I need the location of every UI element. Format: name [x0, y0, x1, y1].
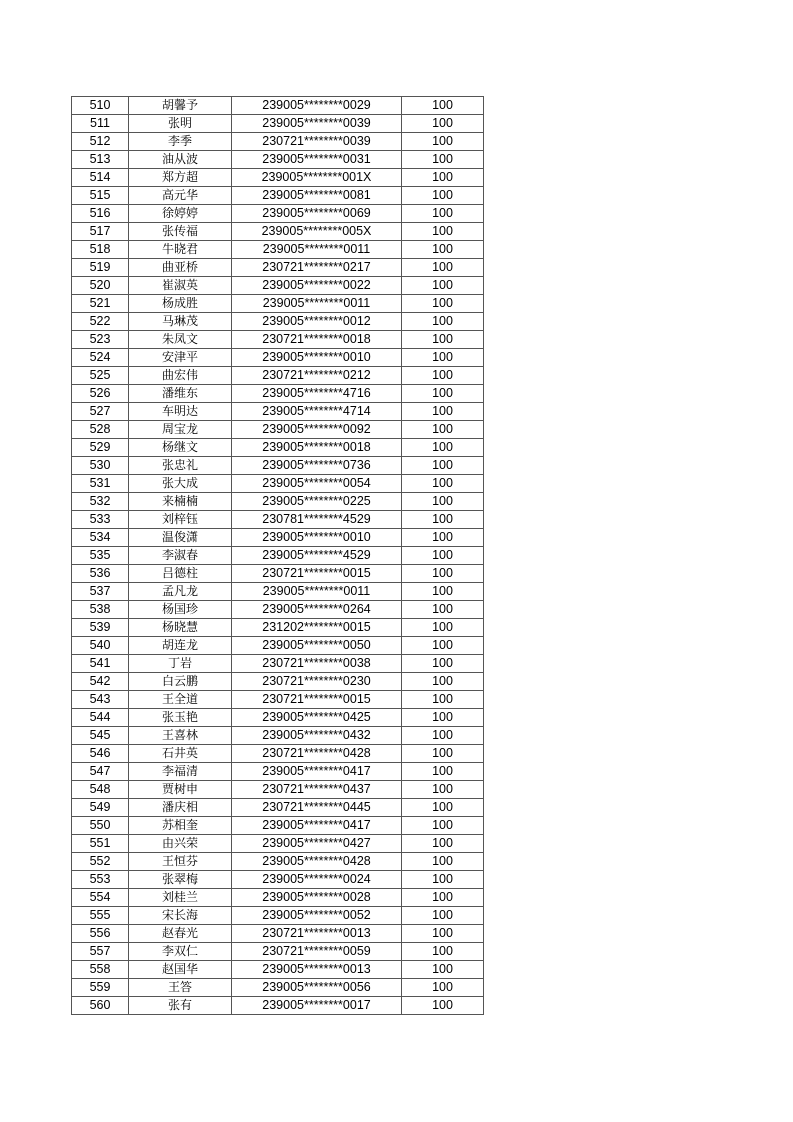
id-number-cell: 239005********0092: [232, 421, 402, 439]
row-number-cell: 529: [72, 439, 129, 457]
table-row: [72, 241, 484, 259]
table-row: [72, 313, 484, 331]
id-number-cell: 239005********0010: [232, 349, 402, 367]
table-row: [72, 367, 484, 385]
score-cell: 100: [402, 97, 484, 115]
score-cell: 100: [402, 385, 484, 403]
score-cell: 100: [402, 439, 484, 457]
score-cell: 100: [402, 817, 484, 835]
table-row: [72, 187, 484, 205]
person-name-cell: 张翠梅: [129, 871, 232, 889]
score-cell: 100: [402, 979, 484, 997]
id-number-cell: 239005********0029: [232, 97, 402, 115]
score-cell: 100: [402, 115, 484, 133]
table-row: [72, 691, 484, 709]
id-number-cell: 239005********0011: [232, 241, 402, 259]
table-row: [72, 853, 484, 871]
id-number-cell: 239005********0022: [232, 277, 402, 295]
row-number-cell: 535: [72, 547, 129, 565]
row-number-cell: 553: [72, 871, 129, 889]
person-name-cell: 宋长海: [129, 907, 232, 925]
row-number-cell: 533: [72, 511, 129, 529]
score-cell: 100: [402, 925, 484, 943]
row-number-cell: 555: [72, 907, 129, 925]
person-name-cell: 马琳茂: [129, 313, 232, 331]
score-cell: 100: [402, 781, 484, 799]
table-row: [72, 439, 484, 457]
person-name-cell: 温俊潇: [129, 529, 232, 547]
score-cell: 100: [402, 583, 484, 601]
score-cell: 100: [402, 727, 484, 745]
row-number-cell: 528: [72, 421, 129, 439]
row-number-cell: 551: [72, 835, 129, 853]
score-cell: 100: [402, 547, 484, 565]
person-name-cell: 张有: [129, 997, 232, 1015]
person-name-cell: 杨国珍: [129, 601, 232, 619]
table-row: [72, 223, 484, 241]
row-number-cell: 537: [72, 583, 129, 601]
table-row: [72, 421, 484, 439]
score-cell: 100: [402, 205, 484, 223]
row-number-cell: 560: [72, 997, 129, 1015]
person-name-cell: 苏相奎: [129, 817, 232, 835]
table-row: [72, 763, 484, 781]
score-cell: 100: [402, 277, 484, 295]
table-row: [72, 457, 484, 475]
id-number-cell: 230721********0013: [232, 925, 402, 943]
score-cell: 100: [402, 151, 484, 169]
id-number-cell: 230721********0038: [232, 655, 402, 673]
table-row: [72, 493, 484, 511]
id-number-cell: 230781********4529: [232, 511, 402, 529]
person-name-cell: 王全道: [129, 691, 232, 709]
row-number-cell: 549: [72, 799, 129, 817]
table-row: [72, 97, 484, 115]
score-cell: 100: [402, 475, 484, 493]
id-number-cell: 230721********0437: [232, 781, 402, 799]
row-number-cell: 511: [72, 115, 129, 133]
person-name-cell: 油从波: [129, 151, 232, 169]
score-cell: 100: [402, 349, 484, 367]
score-cell: 100: [402, 367, 484, 385]
person-name-cell: 胡馨予: [129, 97, 232, 115]
person-name-cell: 朱凤文: [129, 331, 232, 349]
table-row: [72, 673, 484, 691]
score-cell: 100: [402, 241, 484, 259]
table-row: [72, 331, 484, 349]
score-cell: 100: [402, 835, 484, 853]
row-number-cell: 556: [72, 925, 129, 943]
person-name-cell: 潘庆相: [129, 799, 232, 817]
id-number-cell: 239005********0056: [232, 979, 402, 997]
table-row: [72, 817, 484, 835]
row-number-cell: 558: [72, 961, 129, 979]
score-cell: 100: [402, 133, 484, 151]
row-number-cell: 523: [72, 331, 129, 349]
score-cell: 100: [402, 871, 484, 889]
person-name-cell: 王喜林: [129, 727, 232, 745]
score-cell: 100: [402, 763, 484, 781]
table-row: [72, 169, 484, 187]
table-row: [72, 727, 484, 745]
person-name-cell: 崔淑英: [129, 277, 232, 295]
person-name-cell: 刘桂兰: [129, 889, 232, 907]
score-cell: 100: [402, 907, 484, 925]
id-number-cell: 239005********0011: [232, 583, 402, 601]
row-number-cell: 531: [72, 475, 129, 493]
person-name-cell: 李双仁: [129, 943, 232, 961]
person-name-cell: 张玉艳: [129, 709, 232, 727]
row-number-cell: 557: [72, 943, 129, 961]
id-number-cell: 230721********0039: [232, 133, 402, 151]
id-number-cell: 231202********0015: [232, 619, 402, 637]
person-name-cell: 孟凡龙: [129, 583, 232, 601]
score-cell: 100: [402, 943, 484, 961]
row-number-cell: 548: [72, 781, 129, 799]
person-name-cell: 徐婷婷: [129, 205, 232, 223]
person-name-cell: 丁岩: [129, 655, 232, 673]
score-cell: 100: [402, 601, 484, 619]
person-name-cell: 刘梓钰: [129, 511, 232, 529]
score-cell: 100: [402, 529, 484, 547]
score-cell: 100: [402, 313, 484, 331]
table-row: [72, 115, 484, 133]
person-name-cell: 李福清: [129, 763, 232, 781]
person-name-cell: 李季: [129, 133, 232, 151]
score-cell: 100: [402, 295, 484, 313]
table-row: [72, 547, 484, 565]
id-number-cell: 239005********0011: [232, 295, 402, 313]
table-row: [72, 781, 484, 799]
table-row: [72, 385, 484, 403]
id-number-cell: 239005********0425: [232, 709, 402, 727]
id-number-cell: 239005********0427: [232, 835, 402, 853]
table-row: [72, 511, 484, 529]
id-number-cell: 239005********0081: [232, 187, 402, 205]
row-number-cell: 522: [72, 313, 129, 331]
score-cell: 100: [402, 169, 484, 187]
id-number-cell: 230721********0059: [232, 943, 402, 961]
table-row: [72, 835, 484, 853]
id-number-cell: 239005********0024: [232, 871, 402, 889]
row-number-cell: 543: [72, 691, 129, 709]
person-name-cell: 潘维东: [129, 385, 232, 403]
score-cell: 100: [402, 997, 484, 1015]
id-number-cell: 239005********0069: [232, 205, 402, 223]
table-row: [72, 295, 484, 313]
person-name-cell: 由兴荣: [129, 835, 232, 853]
person-name-cell: 贾树申: [129, 781, 232, 799]
id-number-cell: 230721********0445: [232, 799, 402, 817]
score-cell: 100: [402, 565, 484, 583]
id-number-cell: 239005********4714: [232, 403, 402, 421]
row-number-cell: 547: [72, 763, 129, 781]
id-number-cell: 230721********0018: [232, 331, 402, 349]
id-number-cell: 239005********0012: [232, 313, 402, 331]
score-cell: 100: [402, 637, 484, 655]
score-cell: 100: [402, 745, 484, 763]
row-number-cell: 534: [72, 529, 129, 547]
person-name-cell: 杨继文: [129, 439, 232, 457]
table-row: [72, 565, 484, 583]
table-row: [72, 133, 484, 151]
row-number-cell: 542: [72, 673, 129, 691]
person-name-cell: 王答: [129, 979, 232, 997]
score-cell: 100: [402, 223, 484, 241]
table-row: [72, 925, 484, 943]
person-name-cell: 吕德柱: [129, 565, 232, 583]
person-name-cell: 来楠楠: [129, 493, 232, 511]
row-number-cell: 521: [72, 295, 129, 313]
id-number-cell: 239005********0050: [232, 637, 402, 655]
row-number-cell: 544: [72, 709, 129, 727]
row-number-cell: 515: [72, 187, 129, 205]
row-number-cell: 517: [72, 223, 129, 241]
id-number-cell: 239005********001X: [232, 169, 402, 187]
person-name-cell: 张传福: [129, 223, 232, 241]
row-number-cell: 540: [72, 637, 129, 655]
id-number-cell: 239005********4716: [232, 385, 402, 403]
id-number-cell: 239005********0052: [232, 907, 402, 925]
id-number-cell: 239005********005X: [232, 223, 402, 241]
table-row: [72, 871, 484, 889]
score-cell: 100: [402, 511, 484, 529]
id-number-cell: 239005********0013: [232, 961, 402, 979]
id-number-cell: 239005********0039: [232, 115, 402, 133]
score-cell: 100: [402, 403, 484, 421]
score-cell: 100: [402, 853, 484, 871]
row-number-cell: 519: [72, 259, 129, 277]
table-row: [72, 205, 484, 223]
table-row: [72, 979, 484, 997]
person-name-cell: 赵国华: [129, 961, 232, 979]
person-name-cell: 郑方超: [129, 169, 232, 187]
score-cell: 100: [402, 691, 484, 709]
person-name-cell: 牛晓君: [129, 241, 232, 259]
person-name-cell: 曲宏伟: [129, 367, 232, 385]
id-number-cell: 239005********0010: [232, 529, 402, 547]
row-number-cell: 530: [72, 457, 129, 475]
id-number-cell: 239005********0264: [232, 601, 402, 619]
person-name-cell: 胡连龙: [129, 637, 232, 655]
row-number-cell: 552: [72, 853, 129, 871]
person-name-cell: 高元华: [129, 187, 232, 205]
row-number-cell: 526: [72, 385, 129, 403]
roster-table-body: [72, 97, 484, 1015]
id-number-cell: 230721********0217: [232, 259, 402, 277]
score-cell: 100: [402, 673, 484, 691]
id-number-cell: 239005********0225: [232, 493, 402, 511]
table-row: [72, 799, 484, 817]
row-number-cell: 524: [72, 349, 129, 367]
row-number-cell: 512: [72, 133, 129, 151]
person-name-cell: 石井英: [129, 745, 232, 763]
person-name-cell: 王恒芬: [129, 853, 232, 871]
table-row: [72, 655, 484, 673]
score-cell: 100: [402, 655, 484, 673]
score-cell: 100: [402, 961, 484, 979]
id-number-cell: 239005********0417: [232, 817, 402, 835]
table-row: [72, 961, 484, 979]
person-name-cell: 安津平: [129, 349, 232, 367]
table-row: [72, 601, 484, 619]
score-cell: 100: [402, 889, 484, 907]
table-row: [72, 637, 484, 655]
row-number-cell: 532: [72, 493, 129, 511]
person-name-cell: 张大成: [129, 475, 232, 493]
score-cell: 100: [402, 421, 484, 439]
person-name-cell: 白云鹏: [129, 673, 232, 691]
score-cell: 100: [402, 259, 484, 277]
id-number-cell: 239005********4529: [232, 547, 402, 565]
table-row: [72, 475, 484, 493]
table-row: [72, 529, 484, 547]
row-number-cell: 510: [72, 97, 129, 115]
row-number-cell: 527: [72, 403, 129, 421]
table-row: [72, 943, 484, 961]
person-name-cell: 张明: [129, 115, 232, 133]
id-number-cell: 230721********0428: [232, 745, 402, 763]
row-number-cell: 518: [72, 241, 129, 259]
table-row: [72, 583, 484, 601]
person-name-cell: 曲亚桥: [129, 259, 232, 277]
row-number-cell: 550: [72, 817, 129, 835]
id-number-cell: 239005********0028: [232, 889, 402, 907]
score-cell: 100: [402, 493, 484, 511]
person-name-cell: 赵春光: [129, 925, 232, 943]
table-row: [72, 277, 484, 295]
score-cell: 100: [402, 799, 484, 817]
roster-table: [71, 96, 484, 1015]
person-name-cell: 杨晓慧: [129, 619, 232, 637]
table-row: [72, 151, 484, 169]
row-number-cell: 513: [72, 151, 129, 169]
table-row: [72, 403, 484, 421]
table-row: [72, 997, 484, 1015]
id-number-cell: 239005********0432: [232, 727, 402, 745]
id-number-cell: 239005********0054: [232, 475, 402, 493]
table-row: [72, 619, 484, 637]
row-number-cell: 525: [72, 367, 129, 385]
row-number-cell: 554: [72, 889, 129, 907]
score-cell: 100: [402, 619, 484, 637]
row-number-cell: 546: [72, 745, 129, 763]
table-row: [72, 907, 484, 925]
id-number-cell: 230721********0015: [232, 691, 402, 709]
id-number-cell: 230721********0212: [232, 367, 402, 385]
id-number-cell: 239005********0031: [232, 151, 402, 169]
id-number-cell: 230721********0230: [232, 673, 402, 691]
row-number-cell: 539: [72, 619, 129, 637]
table-row: [72, 349, 484, 367]
score-cell: 100: [402, 187, 484, 205]
id-number-cell: 239005********0428: [232, 853, 402, 871]
row-number-cell: 545: [72, 727, 129, 745]
score-cell: 100: [402, 457, 484, 475]
row-number-cell: 514: [72, 169, 129, 187]
person-name-cell: 张忠礼: [129, 457, 232, 475]
score-cell: 100: [402, 331, 484, 349]
id-number-cell: 239005********0018: [232, 439, 402, 457]
person-name-cell: 周宝龙: [129, 421, 232, 439]
score-cell: 100: [402, 709, 484, 727]
id-number-cell: 239005********0417: [232, 763, 402, 781]
row-number-cell: 536: [72, 565, 129, 583]
row-number-cell: 559: [72, 979, 129, 997]
row-number-cell: 520: [72, 277, 129, 295]
person-name-cell: 杨成胜: [129, 295, 232, 313]
row-number-cell: 538: [72, 601, 129, 619]
id-number-cell: 230721********0015: [232, 565, 402, 583]
table-row: [72, 709, 484, 727]
id-number-cell: 239005********0736: [232, 457, 402, 475]
row-number-cell: 516: [72, 205, 129, 223]
table-row: [72, 259, 484, 277]
id-number-cell: 239005********0017: [232, 997, 402, 1015]
table-row: [72, 889, 484, 907]
table-row: [72, 745, 484, 763]
person-name-cell: 李淑春: [129, 547, 232, 565]
row-number-cell: 541: [72, 655, 129, 673]
person-name-cell: 车明达: [129, 403, 232, 421]
